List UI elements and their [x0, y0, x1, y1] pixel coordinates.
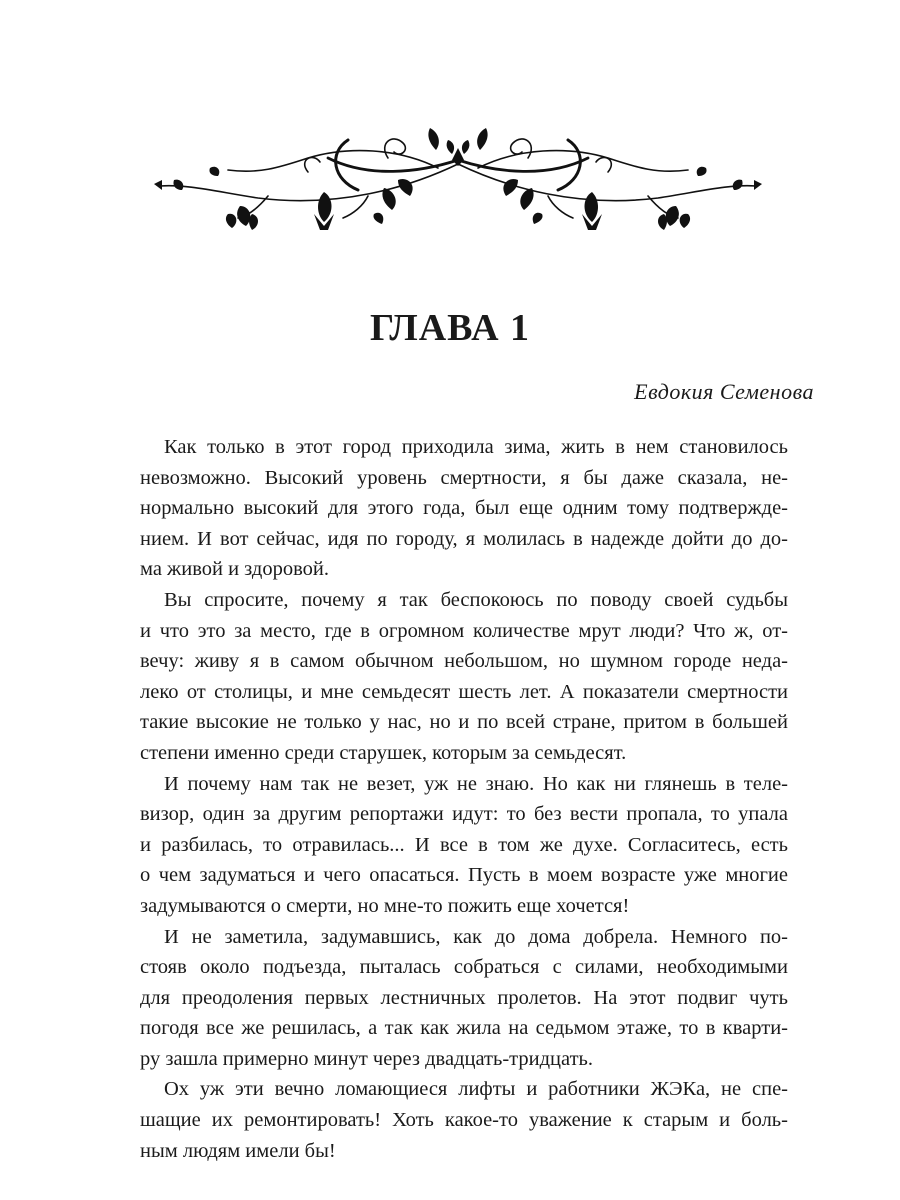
text-line: задумываются о смерти, но мне-то пожить еще хочется! [140, 894, 630, 917]
text-line: невозможно. Высокий уровень смертности, я бы даже сказала, не- [140, 466, 788, 489]
text-line: визор, один за другим репортажи идут: то без вести пропала, то упала [140, 803, 788, 826]
text-line: Как только в этот город приходила зима, жить в нем становилось [164, 436, 788, 458]
paragraph [140, 922, 788, 1075]
text-line: вечу: живу я в самом обычном небольшом, но шумном городе неда- [140, 650, 788, 673]
text-line: и разбилась, то отравилась... И все в том же духе. Согласитесь, есть [140, 833, 788, 856]
text-line: И не заметила, задумавшись, как до дома добрела. Немного по- [164, 925, 788, 948]
text-line: погодя все же решилась, а так как жила на седьмом этаже, то в кварти- [140, 1017, 788, 1040]
text-line: И почему нам так не везет, уж не знаю. Но как ни глянешь в теле- [164, 772, 788, 795]
text-line: для преодоления первых лестничных пролетов. На этот подвиг чуть [140, 986, 788, 1009]
paragraph [140, 769, 788, 922]
paragraph [140, 585, 788, 769]
text-line: ным людям имели бы! [140, 1139, 336, 1162]
chapter-body-text [140, 432, 788, 1166]
text-line: о чем задуматься и чего опасаться. Пусть в моем возрасте уже многие [140, 864, 788, 887]
text-line: Вы спросите, почему я так беспокоюсь по поводу своей судьбы [164, 588, 788, 611]
floral-flourish-icon [148, 118, 768, 238]
text-line: шащие их ремонтировать! Хоть какое-то уважение к старым и боль- [140, 1109, 788, 1132]
text-line: нием. И вот сейчас, идя по городу, я молилась в надежде дойти до до- [140, 527, 788, 550]
text-line: стояв около подъезда, пыталась собраться с силами, необходимыми [140, 956, 788, 979]
text-line: и что это за место, где в огромном количестве мрут люди? Что ж, от- [140, 619, 788, 642]
text-line: леко от столицы, и мне семьдесят шесть лет. А показатели смертности [140, 680, 788, 703]
chapter-pov-author: Евдокия Семенова [634, 379, 814, 404]
text-line: ма живой и здоровой. [140, 558, 329, 581]
text-line: ру зашла примерно минут через двадцать-тридцать. [140, 1047, 594, 1070]
chapter-title: ГЛАВА 1 [369, 307, 531, 349]
text-line: нормально высокий для этого года, был еще одним тому подтвержде- [140, 497, 788, 520]
paragraph [140, 432, 788, 585]
paragraph [140, 1074, 788, 1166]
text-line: Ох уж эти вечно ломающиеся лифты и работники ЖЭКа, не спе- [164, 1078, 788, 1101]
text-line: такие высокие не только у нас, но и по всей стране, притом в большей [140, 711, 788, 734]
text-line: степени именно среди старушек, которым за семьдесят. [140, 741, 627, 764]
